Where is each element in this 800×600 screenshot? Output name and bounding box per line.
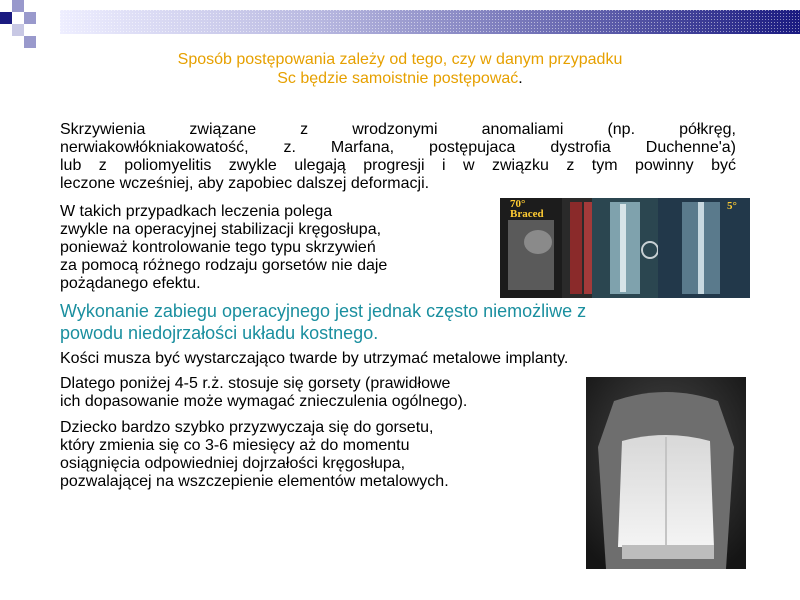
brace-photo (586, 377, 746, 569)
p1-line-4: leczone wcześniej, aby zapobiec dalszej deformacji. (60, 175, 430, 192)
title-line-2-end: . (518, 70, 523, 87)
p2-line-2: zwykle na operacyjnej stabilizacji kręgosłupa, (60, 221, 382, 238)
header-bar-graphic (60, 10, 800, 34)
p1-line-1: Skrzywienia związane z wrodzonymi anomaliami (np. półkręg, (60, 121, 736, 138)
p6-line-4: pozwalającej na wszczepienie elementów metalowych. (60, 473, 449, 490)
p2-line-1: W takich przypadkach leczenia polega (60, 203, 333, 220)
title-line-2-text: Sc będzie samoistnie postępować (277, 70, 519, 87)
xray-label-braced: Braced (510, 208, 544, 220)
p1-line-2: nerwiakowłókniakowatość, z. Marfana, postępujaca dystrofia Duchenne'a) (60, 139, 736, 156)
slide-title (100, 50, 700, 88)
p2-line-4: za pomocą różnego rodzaju gorsetów nie daje (60, 257, 388, 274)
p6-line-3: osiągnięcia odpowiedniej dojrzałości kręgosłupa, (60, 455, 406, 472)
title-line-2 (100, 69, 700, 88)
p3-line-2: powodu niedojrzałości układu kostnego. (60, 323, 379, 343)
xray-label-angle-1: 70° (510, 198, 526, 210)
header-gradient-bar (60, 10, 800, 34)
xray-image-strip (500, 198, 750, 298)
p2-line-5: pożądanego efektu. (60, 275, 201, 292)
p5-line-2: ich dopasowanie może wymagać znieczulenia ogólnego). (60, 393, 468, 410)
paragraph-congenital (60, 121, 736, 193)
title-line-1: Sposób postępowania zależy od tego, czy w danym przypadku (177, 51, 623, 68)
paragraph-surgery (60, 203, 500, 293)
p5-line-1: Dlatego poniżej 4-5 r.ż. stosuje się gorsety (prawidłowe (60, 375, 451, 392)
p1-line-3: lub z poliomyelitis zwykle ulegają progresji i w związku z tym powinny być (60, 157, 736, 174)
xray-label-angle-2: 5° (727, 200, 737, 212)
p2-line-3: ponieważ kontrolowanie tego typu skrzywień (60, 239, 376, 256)
corner-decoration (0, 0, 60, 52)
p6-line-1: Dziecko bardzo szybko przyzwyczaja się do gorsetu, (60, 419, 434, 436)
paragraph-immature-bones (60, 300, 750, 344)
brace-photo-graphic (586, 377, 746, 569)
p6-line-2: który zmienia się co 3-6 miesięcy aż do momentu (60, 437, 410, 454)
paragraph-implants (60, 350, 750, 368)
p3-line-1: Wykonanie zabiegu operacyjnego jest jednak często niemożliwe z (60, 301, 587, 321)
paragraph-braces (60, 375, 580, 411)
paragraph-child-adaptation (60, 419, 580, 491)
p4-line-1: Kości musza być wystarczająco twarde by utrzymać metalowe implanty. (60, 350, 569, 367)
